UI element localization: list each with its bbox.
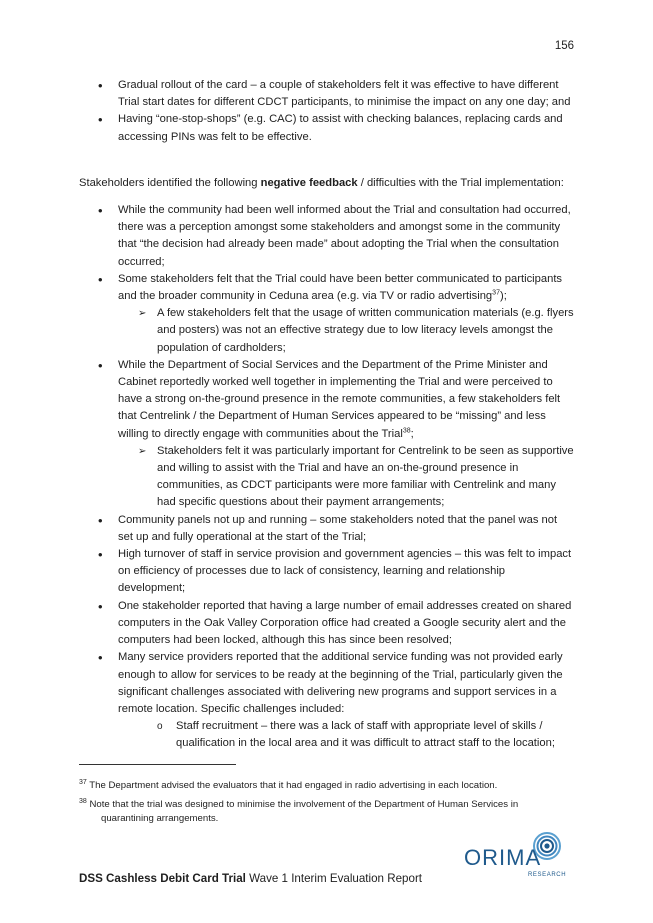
list-item: • While the community had been well informed about the Trial and consultation had occurred, there was a perception amongst some stakeholders and amongst some in the community that “the decision had already been made” about adopting the Trial when the consultation occurred; [79,202,575,271]
list-item: • Having “one-stop-shops” (e.g. CAC) to assist with checking balances, replacing cards and accessing PINs was felt to be effective. [79,111,575,145]
footnote-37 [79,779,575,793]
intro-paragraph [79,175,575,192]
footer-title-rest: Wave 1 Interim Evaluation Report [245,872,423,885]
sub-list-item: ➢ Stakeholders felt it was particularly important for Centrelink to be seen as supportive and willing to assist with the Trial and have an on-the-ground presence in communities, as CDCT participants were more familiar with Centrelink and many had specific questions about their payment arrangements; [118,443,575,512]
item-text: Some stakeholders felt that the Trial could have been better communicated to participants and the broader community in Ceduna area (e.g. via TV or radio advertising [118,272,563,303]
logo-wordmark: ORIMA [464,845,542,870]
footnote-text: The Department advised the evaluators that it had engaged in radio advertising in each location. [86,780,498,791]
footnote-text: Note that the trial was designed to minimise the involvement of the Department of Human Services in [86,799,519,810]
list-item: • One stakeholder reported that having a large number of email addresses created on shared computers in the Oak Valley Corporation office had created a Google security alert and the computers had been locked, although this has since been resolved; [79,598,575,650]
footnote-text-cont: quarantining arrangements. [101,812,219,824]
logo-tagline: RESEARCH [528,872,567,878]
list-item: • Community panels not up and running – some stakeholders noted that the panel was not set up and fully operational at the start of the Trial; [79,512,575,546]
footnote-ref[interactable]: 37 [492,289,500,297]
item-text: While the Department of Social Services and the Department of the Prime Minister and Cabinet reportedly worked well together in implementing the Trial and were perceived to have a strong on-the-ground presence in the remote communities, a few stakeholders felt that Centrelink / the Department of Human Services appeared to be “missing” and less willing to directly engage with communities about the Trial [118,358,561,440]
page-number: 156 [554,40,574,52]
intro-text-end: / difficulties with the Trial implementation: [357,176,564,189]
list-item [79,649,575,752]
sub-list-item: o Staff recruitment – there was a lack of staff with appropriate level of skills / qualification in the local area and it was difficult to attract staff to the location; [157,718,575,752]
main-content [79,77,575,753]
list-item: • High turnover of staff in service provision and government agencies – this was felt to impact on efficiency of processes due to lack of consistency, learning and relationship development; [79,546,575,598]
positive-list [79,77,575,146]
sub-list-item: ➢ A few stakeholders felt that the usage of written communication materials (e.g. flyers and posters) was not an effective strategy due to low literacy levels amongst the population of cardholders; [118,305,575,357]
footnote-number: 37 [79,778,87,786]
orima-logo [462,830,574,880]
footnote-number: 38 [79,797,87,805]
intro-text: Stakeholders identified the following [79,176,261,189]
sub-list [157,718,575,752]
sub-list [118,305,575,357]
list-item [79,357,575,512]
footnote-ref[interactable]: 38 [402,426,411,434]
item-text-end: ; [410,427,414,440]
item-text: Many service providers reported that the additional service funding was not provided early enough to allow for services to be ready at the beginning of the Trial, particularly given the significant challenges associated with delivering new programs and support services in a remote location. Specific challenges included: [118,651,563,715]
intro-bold: negative feedback [260,176,358,189]
item-text-end: ); [499,290,507,303]
footer-title-bold: DSS Cashless Debit Card Trial [79,872,246,885]
footer-title [79,870,422,887]
list-item [79,271,575,357]
list-item: • Gradual rollout of the card – a couple of stakeholders felt it was effective to have different Trial start dates for different CDCT participants, to minimise the impact on any one day; and [79,77,575,111]
footnote-38 [79,798,575,825]
negative-list [79,202,575,753]
sub-list [118,443,575,512]
footnote-divider [79,764,236,765]
